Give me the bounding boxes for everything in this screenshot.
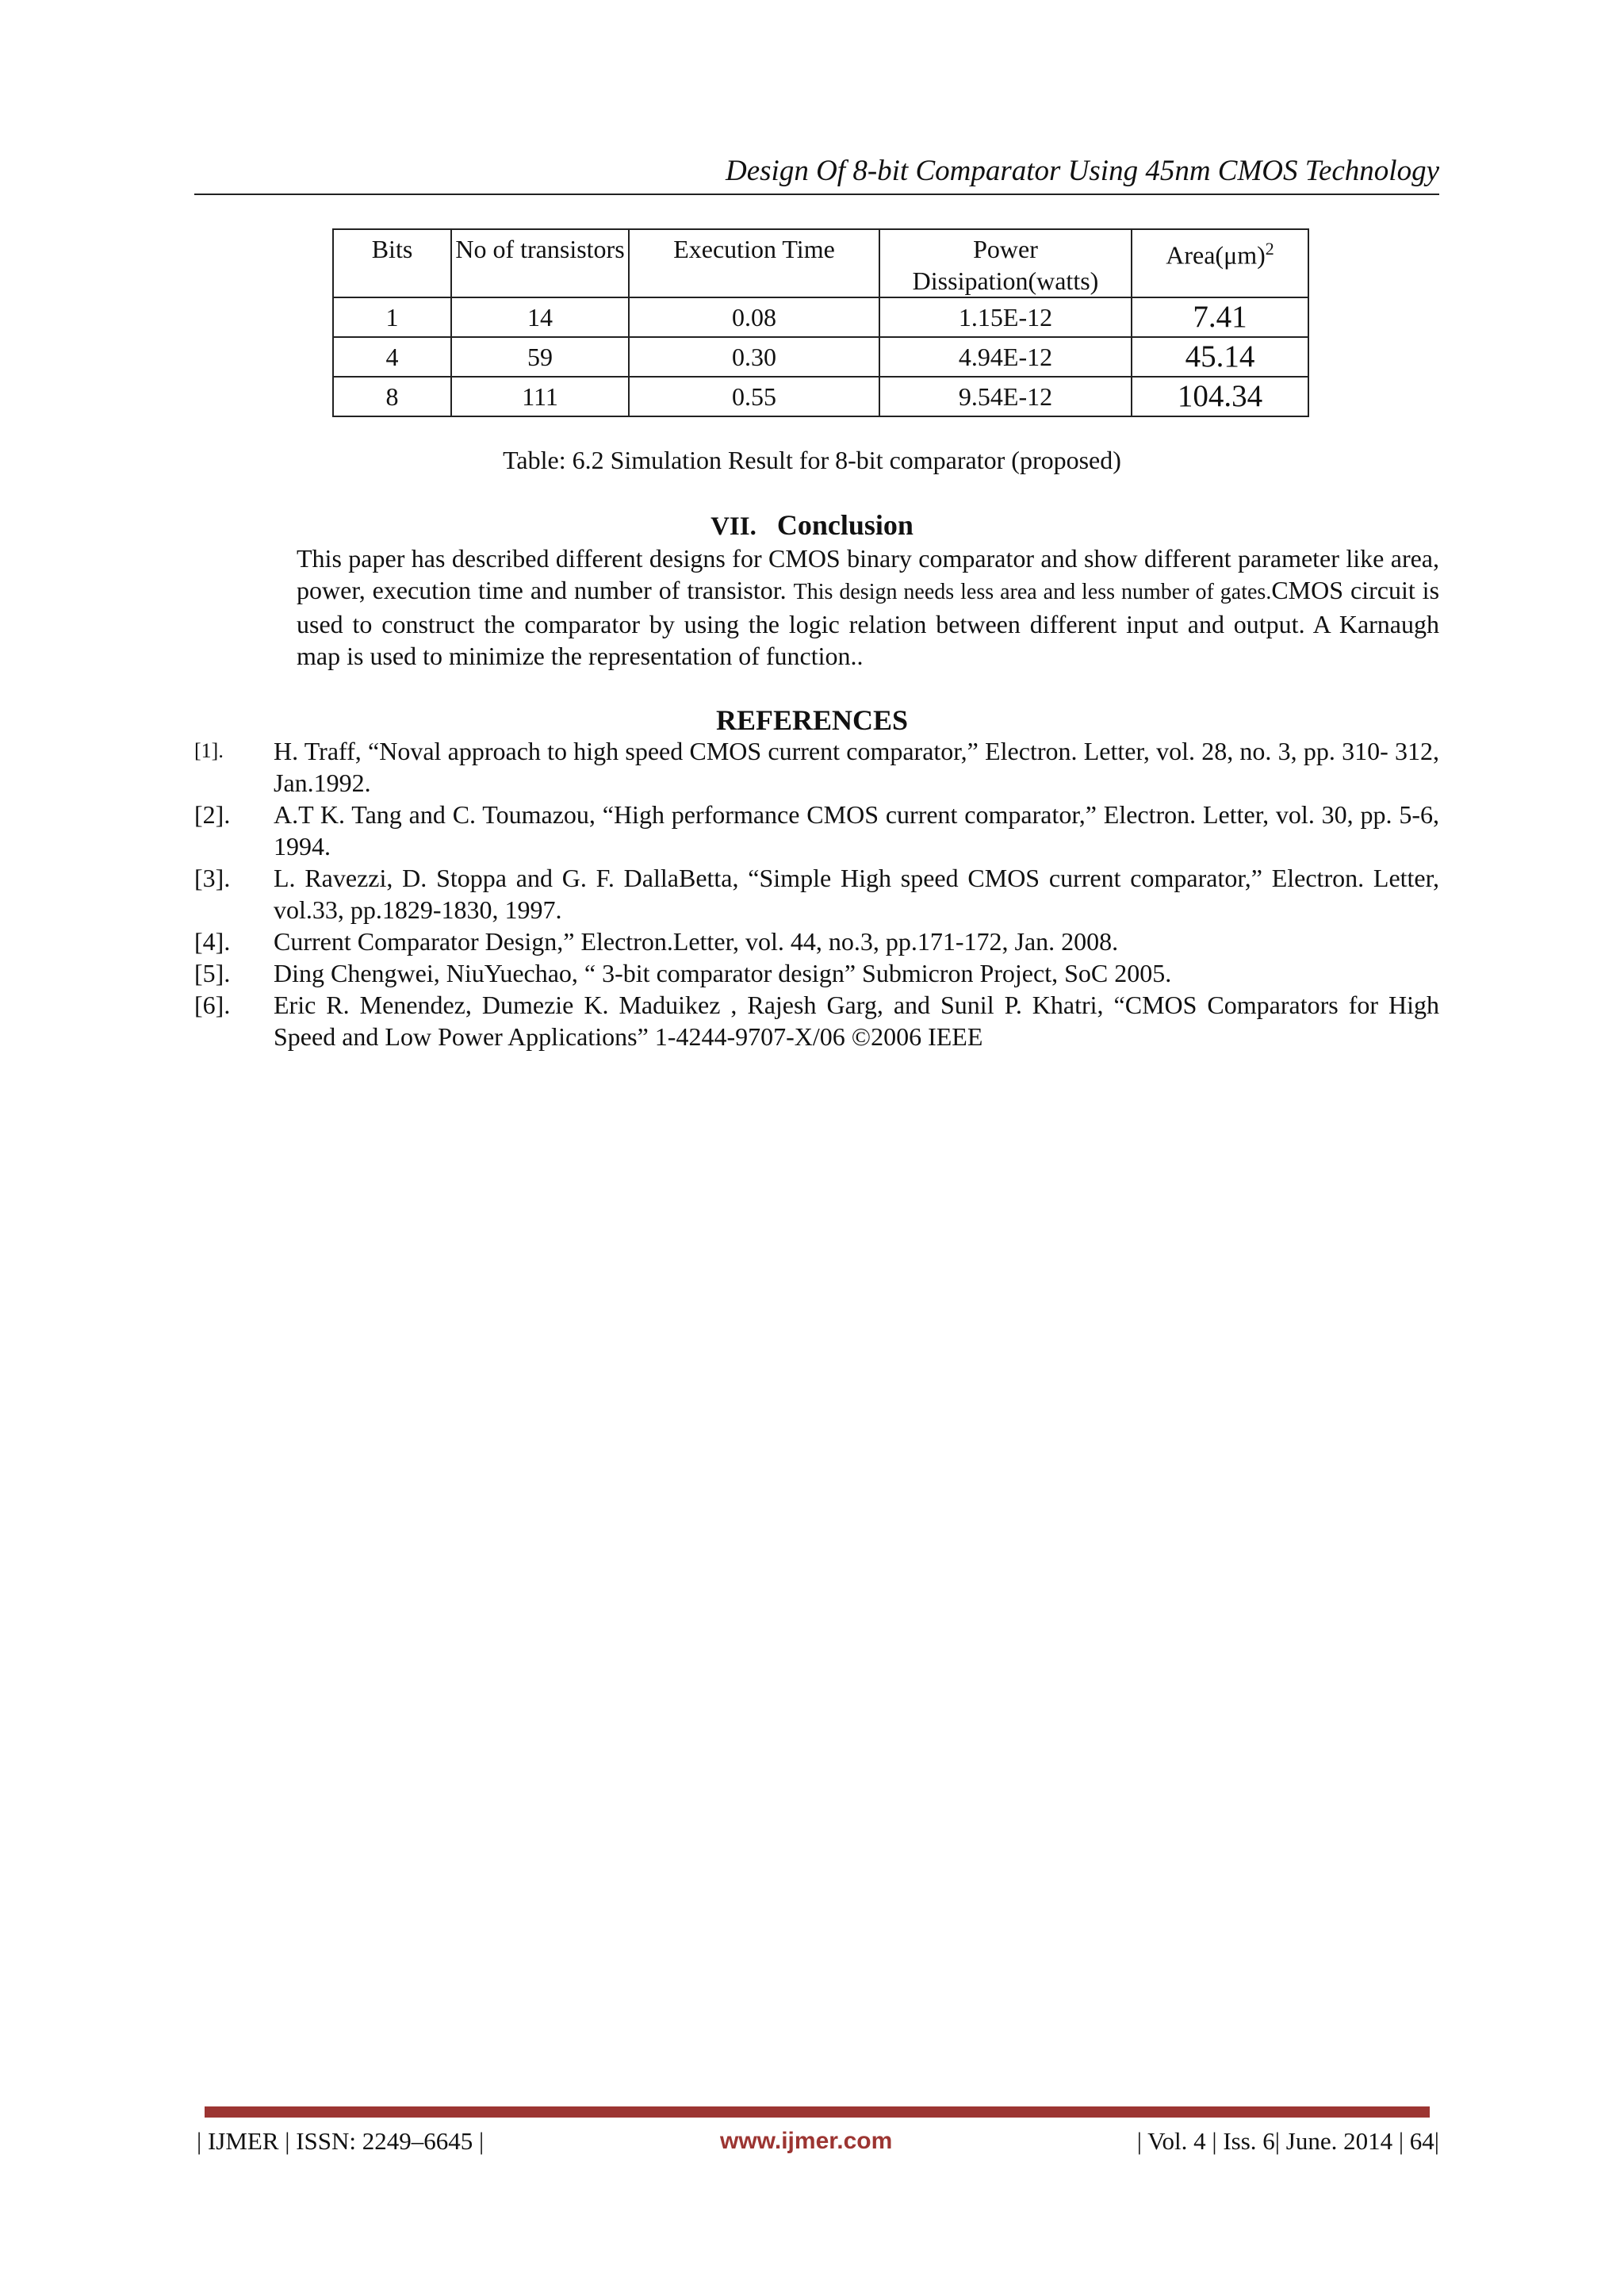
reference-text: H. Traff, “Noval approach to high speed CMOS current comparator,” Electron. Letter, vol. 28, no. 3, pp. 310- 312, Jan.1992. <box>274 737 1439 797</box>
table-cell: 59 <box>451 337 629 377</box>
reference-text: Current Comparator Design,” Electron.Letter, vol. 44, no.3, pp.171-172, Jan. 2008. <box>274 927 1119 956</box>
table-cell: 111 <box>451 377 629 416</box>
list-item <box>194 989 1439 1052</box>
footer-divider <box>205 2106 1430 2118</box>
table-cell: 4.94E-12 <box>879 337 1132 377</box>
reference-text: Ding Chengwei, NiuYuechao, “ 3-bit comparator design” Submicron Project, SoC 2005. <box>274 959 1172 987</box>
table-cell: 0.30 <box>629 337 879 377</box>
column-header-transistors: No of transistors <box>451 229 629 297</box>
reference-number: [3]. <box>194 864 231 892</box>
running-title: Design Of 8-bit Comparator Using 45nm CMOS Technology <box>726 155 1439 187</box>
header-divider <box>194 194 1439 195</box>
conclusion-text-c: CMOS circuit is used to construct the comparator by using the logic relation between different input and output. A Karnaugh map is used to minimize the representation of function.. <box>297 576 1440 670</box>
reference-text: L. Ravezzi, D. Stoppa and G. F. DallaBetta, “Simple High speed CMOS current comparator,” Electron. Letter, vol.33, pp.1829-1830, 1997. <box>274 864 1439 924</box>
section-number: VII. <box>710 512 756 541</box>
area-label: Area(μm) <box>1166 240 1266 270</box>
table-row <box>333 297 1308 337</box>
conclusion-heading <box>0 508 1624 544</box>
table-caption: Table: 6.2 Simulation Result for 8-bit comparator (proposed) <box>503 446 1121 474</box>
table-cell: 1.15E-12 <box>879 297 1132 337</box>
reference-number: [5]. <box>194 959 231 987</box>
list-item <box>194 926 1439 957</box>
table-cell: 104.34 <box>1132 377 1308 416</box>
column-header-power: Power Dissipation(watts) <box>879 229 1132 297</box>
column-header-area <box>1132 229 1308 297</box>
table-row <box>333 377 1308 416</box>
references-heading: REFERENCES <box>715 704 909 736</box>
table-cell: 0.08 <box>629 297 879 337</box>
list-item <box>194 799 1439 862</box>
conclusion-text-b: This design needs less area and less number of gates. <box>793 580 1272 604</box>
conclusion-paragraph <box>297 542 1439 672</box>
reference-text: A.T K. Tang and C. Toumazou, “High performance CMOS current comparator,” Electron. Letter, vol. 30, pp. 5-6, 1994. <box>274 800 1439 861</box>
column-header-bits: Bits <box>333 229 451 297</box>
reference-list <box>194 735 1439 1052</box>
footer-journal-info: | IJMER | ISSN: 2249–6645 | <box>197 2127 485 2155</box>
reference-number: [2]. <box>194 800 231 829</box>
simulation-results-table <box>332 228 1309 417</box>
section-title: Conclusion <box>776 509 914 541</box>
table-cell: 45.14 <box>1132 337 1308 377</box>
table-cell: 4 <box>333 337 451 377</box>
table-cell: 1 <box>333 297 451 337</box>
reference-number: [6]. <box>194 991 231 1019</box>
list-item <box>194 862 1439 926</box>
list-item <box>194 735 1439 799</box>
table-cell: 0.55 <box>629 377 879 416</box>
column-header-execution-time: Execution Time <box>629 229 879 297</box>
table-cell: 9.54E-12 <box>879 377 1132 416</box>
table-cell: 14 <box>451 297 629 337</box>
list-item <box>194 957 1439 989</box>
table-cell: 7.41 <box>1132 297 1308 337</box>
conclusion-text-a: This paper has described different designs for CMOS binary comparator and show different parameter like area, power, execution time and number of transistor. <box>297 544 1439 604</box>
page-footer <box>197 2125 1439 2157</box>
reference-number: [1]. <box>194 739 224 762</box>
reference-number: [4]. <box>194 927 231 956</box>
footer-website-link[interactable]: www.ijmer.com <box>720 2128 893 2154</box>
table-cell: 8 <box>333 377 451 416</box>
reference-text: Eric R. Menendez, Dumezie K. Maduikez , Rajesh Garg, and Sunil P. Khatri, “CMOS Comparators for High Speed and Low Power Applications” 1-4244-9707-X/06 ©2006 IEEE <box>274 991 1439 1051</box>
table-row <box>333 337 1308 377</box>
area-exponent: 2 <box>1265 239 1274 259</box>
footer-issue-info: | Vol. 4 | Iss. 6| June. 2014 | 64| <box>1136 2127 1439 2155</box>
table-header-row <box>333 229 1308 297</box>
